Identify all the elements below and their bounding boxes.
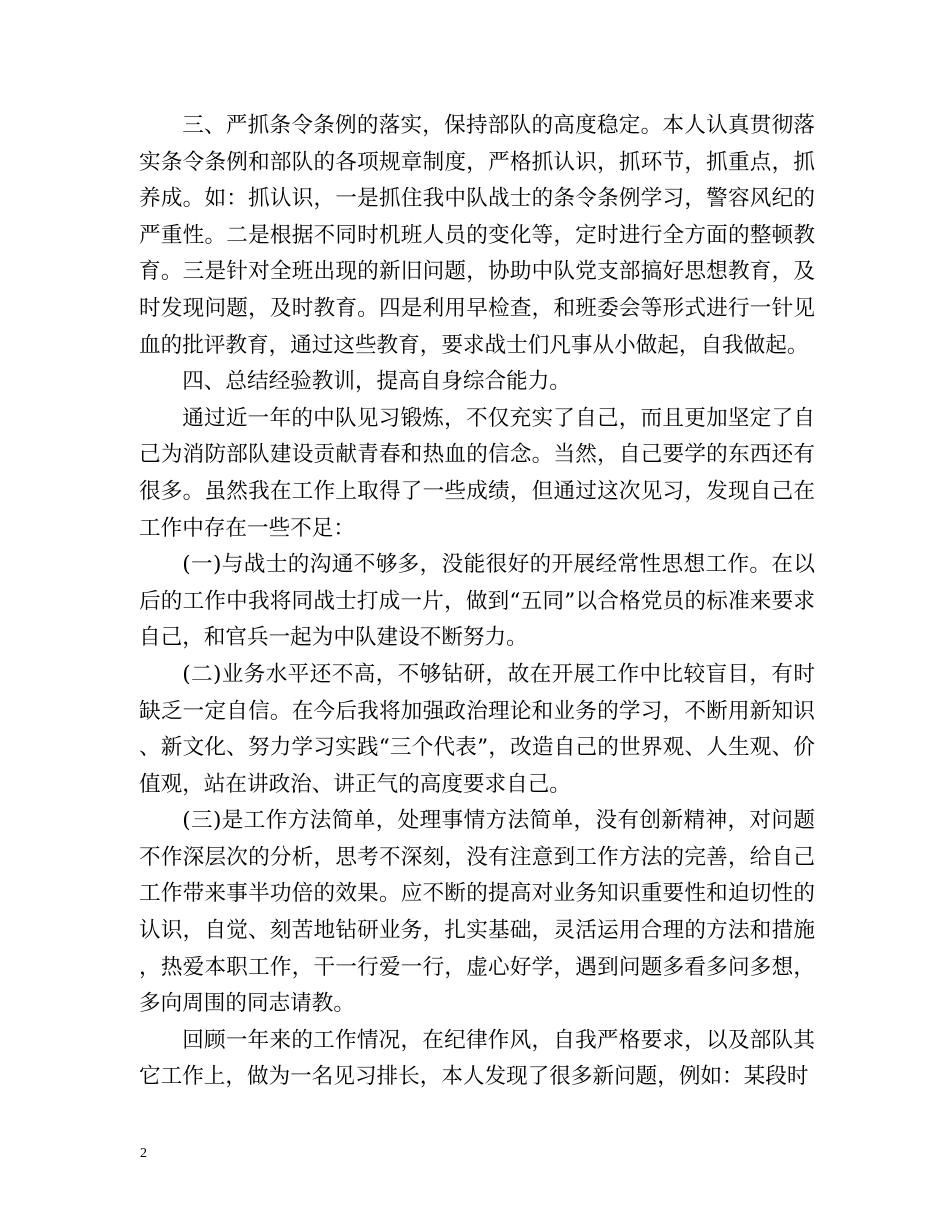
paragraph-shortcoming-methods: (三)是工作方法简单，处理事情方法简单，没有创新精神，对问题不作深层次的分析，思考不深刻，没有注意到工作方法的完善，给自己工作带来事半功倍的效果。应不断的提高对业务知识重要性和迫切性的认识，自觉、刻苦地钻研业务，扎实基础，灵活运用合理的方法和措施，热爱本职工作，干一行爱一行，虚心好学，遇到问题多看多问多想，多向周围的同志请教。	[139, 808, 815, 1017]
paragraph-regulations: 三、严抓条令条例的落实，保持部队的高度稳定。本人认真贯彻落实条令条例和部队的各项规章制度，严格抓认识，抓环节，抓重点，抓养成。如：抓认识，一是抓住我中队战士的条令条例学习，警容风纪的严重性。二是根据不同时机班人员的变化等，定时进行全方面的整顿教育。三是针对全班出现的新旧问题，协助中队党支部搞好思想教育，及时发现问题，及时教育。四是利用早检查，和班委会等形式进行一针见血的批评教育，通过这些教育，要求战士们凡事从小做起，自我做起。	[139, 113, 815, 358]
paragraph-shortcoming-communication: (一)与战士的沟通不够多，没能很好的开展经常性思想工作。在以后的工作中我将同战士打成一片，做到“五同”以合格党员的标准来要求自己，和官兵一起为中队建设不断努力。	[139, 552, 815, 651]
body-text	[139, 108, 815, 1096]
page-number: 2	[140, 1146, 147, 1161]
paragraph-internship-reflection: 通过近一年的中队见习锻炼，不仅充实了自己，而且更加坚定了自己为消防部队建设贡献青春和热血的信念。当然，自己要学的东西还有很多。虽然我在工作上取得了一些成绩，但通过这次见习，发现自己在工作中存在一些不足：	[139, 405, 815, 541]
paragraph-shortcoming-skills: (二)业务水平还不高，不够钻研，故在开展工作中比较盲目，有时缺乏一定自信。在今后我将加强政治理论和业务的学习，不断用新知识、新文化、努力学习实践“三个代表”，改造自己的世界观、人生观、价值观，站在讲政治、讲正气的高度要求自己。	[139, 661, 815, 797]
paragraph-heading-summary: 四、总结经验教训，提高自身综合能力。	[182, 369, 571, 395]
paragraph-year-review: 回顾一年来的工作情况，在纪律作风，自我严格要求，以及部队其它工作上，做为一名见习排长，本人发现了很多新问题，例如：某段时	[139, 1027, 815, 1090]
